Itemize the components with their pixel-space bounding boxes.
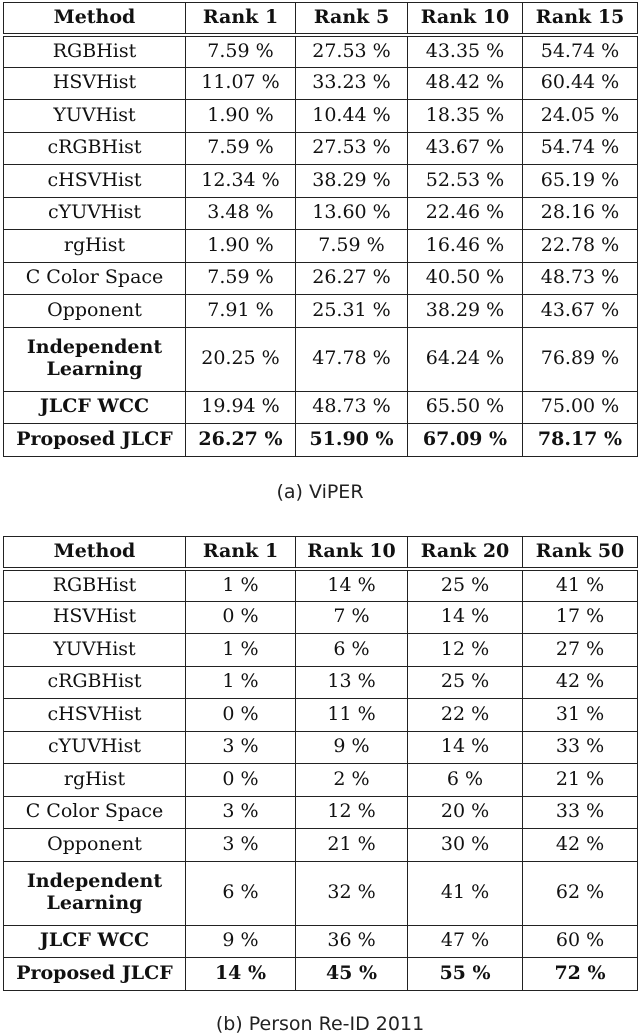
method-name-line: HSVHist — [52, 71, 137, 94]
value-cell: 41 % — [523, 569, 638, 602]
method-name-line: rgHist — [63, 233, 126, 256]
value-cell: 21 % — [523, 764, 638, 797]
value-cell: 1.90 % — [186, 230, 296, 263]
value-cell: 1 % — [186, 666, 296, 699]
table-row — [4, 764, 638, 797]
value-cell: 40.50 % — [408, 262, 523, 295]
value-cell: 78.17 % — [523, 424, 638, 457]
value-cell: 51.90 % — [296, 424, 408, 457]
value-cell: 21 % — [296, 829, 408, 862]
value-cell: 22.78 % — [523, 230, 638, 263]
value-cell: 54.74 % — [523, 35, 638, 68]
value-cell: 1 % — [186, 634, 296, 667]
value-cell: 55 % — [408, 958, 523, 991]
value-cell: 0 % — [186, 699, 296, 732]
value-cell: 3.48 % — [186, 197, 296, 230]
column-header-rank: Rank 20 — [408, 537, 523, 569]
value-cell: 7.59 % — [296, 230, 408, 263]
value-cell: 62 % — [523, 861, 638, 925]
method-name-line: JLCF WCC — [39, 929, 150, 952]
value-cell: 38.29 % — [408, 295, 523, 328]
column-header-rank: Rank 5 — [296, 3, 408, 35]
viper-results-table — [3, 2, 638, 457]
method-name-line: C Color Space — [25, 266, 164, 289]
method-name-line: cYUVHist — [48, 201, 141, 224]
table-row — [4, 424, 638, 457]
value-cell: 25 % — [408, 666, 523, 699]
value-cell: 47.78 % — [296, 327, 408, 391]
table-row — [4, 666, 638, 699]
column-header-rank: Rank 50 — [523, 537, 638, 569]
method-cell — [4, 295, 186, 328]
value-cell: 3 % — [186, 829, 296, 862]
method-name-line: C Color Space — [25, 800, 164, 823]
column-header-rank: Rank 1 — [186, 3, 296, 35]
method-name-line: Opponent — [47, 832, 142, 855]
method-name-line: JLCF WCC — [39, 395, 150, 418]
value-cell: 75.00 % — [523, 391, 638, 424]
value-cell: 20.25 % — [186, 327, 296, 391]
value-cell: 26.27 % — [296, 262, 408, 295]
value-cell: 22.46 % — [408, 197, 523, 230]
value-cell: 16.46 % — [408, 230, 523, 263]
method-cell — [4, 796, 186, 829]
value-cell: 36 % — [296, 925, 408, 958]
value-cell: 14 % — [408, 731, 523, 764]
method-cell — [4, 634, 186, 667]
method-cell — [4, 197, 186, 230]
value-cell: 43.67 % — [523, 295, 638, 328]
value-cell: 0 % — [186, 764, 296, 797]
table-row — [4, 295, 638, 328]
method-name-line: cHSVHist — [47, 168, 142, 191]
value-cell: 7.59 % — [186, 132, 296, 165]
method-name-line: Learning — [46, 358, 143, 380]
table-row — [4, 569, 638, 602]
value-cell: 31 % — [523, 699, 638, 732]
method-name-line: RGBHist — [52, 39, 137, 62]
column-header-method: Method — [4, 3, 186, 35]
method-cell — [4, 230, 186, 263]
value-cell: 52.53 % — [408, 165, 523, 198]
method-name-line: rgHist — [63, 767, 126, 790]
value-cell: 3 % — [186, 731, 296, 764]
value-cell: 26.27 % — [186, 424, 296, 457]
method-name-line: cRGBHist — [47, 670, 142, 693]
method-cell — [4, 925, 186, 958]
value-cell: 11.07 % — [186, 67, 296, 100]
value-cell: 42 % — [523, 666, 638, 699]
header-row — [4, 3, 638, 35]
value-cell: 64.24 % — [408, 327, 523, 391]
value-cell: 7.91 % — [186, 295, 296, 328]
value-cell: 28.16 % — [523, 197, 638, 230]
value-cell: 1.90 % — [186, 100, 296, 133]
column-header-method: Method — [4, 537, 186, 569]
value-cell: 43.67 % — [408, 132, 523, 165]
value-cell: 33 % — [523, 731, 638, 764]
method-name-line: Independent — [26, 336, 163, 359]
method-name-line: Proposed JLCF — [16, 427, 173, 450]
value-cell: 11 % — [296, 699, 408, 732]
method-cell — [4, 100, 186, 133]
value-cell: 30 % — [408, 829, 523, 862]
value-cell: 9 % — [186, 925, 296, 958]
method-name-line: Independent — [26, 870, 163, 893]
method-name-line: Learning — [46, 892, 143, 914]
value-cell: 27.53 % — [296, 132, 408, 165]
table-row — [4, 100, 638, 133]
value-cell: 43.35 % — [408, 35, 523, 68]
value-cell: 60 % — [523, 925, 638, 958]
method-cell — [4, 67, 186, 100]
value-cell: 10.44 % — [296, 100, 408, 133]
value-cell: 33.23 % — [296, 67, 408, 100]
value-cell: 6 % — [186, 861, 296, 925]
method-cell — [4, 699, 186, 732]
value-cell: 7 % — [296, 601, 408, 634]
value-cell: 33 % — [523, 796, 638, 829]
column-header-rank: Rank 10 — [296, 537, 408, 569]
value-cell: 6 % — [296, 634, 408, 667]
value-cell: 48.42 % — [408, 67, 523, 100]
method-name-line: RGBHist — [52, 573, 137, 596]
person-reid-results-table — [3, 536, 638, 991]
value-cell: 14 % — [186, 958, 296, 991]
table-row — [4, 67, 638, 100]
method-name-line: Opponent — [47, 298, 142, 321]
value-cell: 65.50 % — [408, 391, 523, 424]
method-name-line: HSVHist — [52, 605, 137, 628]
table-row — [4, 958, 638, 991]
value-cell: 18.35 % — [408, 100, 523, 133]
value-cell: 48.73 % — [523, 262, 638, 295]
value-cell: 27.53 % — [296, 35, 408, 68]
method-name-line: YUVHist — [53, 637, 136, 660]
method-name-line: cYUVHist — [48, 735, 141, 758]
value-cell: 14 % — [296, 569, 408, 602]
value-cell: 2 % — [296, 764, 408, 797]
value-cell: 45 % — [296, 958, 408, 991]
method-name-line: YUVHist — [53, 103, 136, 126]
value-cell: 27 % — [523, 634, 638, 667]
method-cell — [4, 35, 186, 68]
table-row — [4, 197, 638, 230]
table-row — [4, 262, 638, 295]
method-cell — [4, 861, 186, 925]
method-cell — [4, 424, 186, 457]
value-cell: 7.59 % — [186, 35, 296, 68]
value-cell: 25.31 % — [296, 295, 408, 328]
value-cell: 0 % — [186, 601, 296, 634]
table-row — [4, 601, 638, 634]
value-cell: 38.29 % — [296, 165, 408, 198]
value-cell: 12 % — [408, 634, 523, 667]
table-row — [4, 925, 638, 958]
table-row — [4, 165, 638, 198]
value-cell: 67.09 % — [408, 424, 523, 457]
method-cell — [4, 569, 186, 602]
value-cell: 12 % — [296, 796, 408, 829]
table-row — [4, 391, 638, 424]
table-row — [4, 132, 638, 165]
table-row — [4, 861, 638, 925]
column-header-rank: Rank 15 — [523, 3, 638, 35]
value-cell: 12.34 % — [186, 165, 296, 198]
column-header-rank: Rank 10 — [408, 3, 523, 35]
value-cell: 20 % — [408, 796, 523, 829]
value-cell: 3 % — [186, 796, 296, 829]
value-cell: 25 % — [408, 569, 523, 602]
table-row — [4, 35, 638, 68]
method-cell — [4, 262, 186, 295]
value-cell: 17 % — [523, 601, 638, 634]
method-cell — [4, 958, 186, 991]
value-cell: 13 % — [296, 666, 408, 699]
value-cell: 19.94 % — [186, 391, 296, 424]
value-cell: 72 % — [523, 958, 638, 991]
value-cell: 54.74 % — [523, 132, 638, 165]
table-row — [4, 230, 638, 263]
method-name-line: cHSVHist — [47, 702, 142, 725]
method-cell — [4, 666, 186, 699]
table-row — [4, 699, 638, 732]
value-cell: 42 % — [523, 829, 638, 862]
method-name-line: cRGBHist — [47, 136, 142, 159]
value-cell: 32 % — [296, 861, 408, 925]
value-cell: 14 % — [408, 601, 523, 634]
column-header-rank: Rank 1 — [186, 537, 296, 569]
value-cell: 22 % — [408, 699, 523, 732]
value-cell: 6 % — [408, 764, 523, 797]
value-cell: 65.19 % — [523, 165, 638, 198]
table-row — [4, 796, 638, 829]
method-name-line: Proposed JLCF — [16, 961, 173, 984]
value-cell: 24.05 % — [523, 100, 638, 133]
method-cell — [4, 731, 186, 764]
method-cell — [4, 764, 186, 797]
method-cell — [4, 132, 186, 165]
value-cell: 7.59 % — [186, 262, 296, 295]
header-row — [4, 537, 638, 569]
table-row — [4, 829, 638, 862]
method-cell — [4, 829, 186, 862]
value-cell: 1 % — [186, 569, 296, 602]
table-caption: (b) Person Re-ID 2011 — [215, 1013, 425, 1035]
method-cell — [4, 601, 186, 634]
method-cell — [4, 391, 186, 424]
value-cell: 13.60 % — [296, 197, 408, 230]
method-cell — [4, 165, 186, 198]
table-caption: (a) ViPER — [276, 481, 364, 503]
table-row — [4, 731, 638, 764]
table-row — [4, 327, 638, 391]
value-cell: 41 % — [408, 861, 523, 925]
value-cell: 60.44 % — [523, 67, 638, 100]
method-cell — [4, 327, 186, 391]
value-cell: 47 % — [408, 925, 523, 958]
table-row — [4, 634, 638, 667]
value-cell: 48.73 % — [296, 391, 408, 424]
value-cell: 9 % — [296, 731, 408, 764]
value-cell: 76.89 % — [523, 327, 638, 391]
